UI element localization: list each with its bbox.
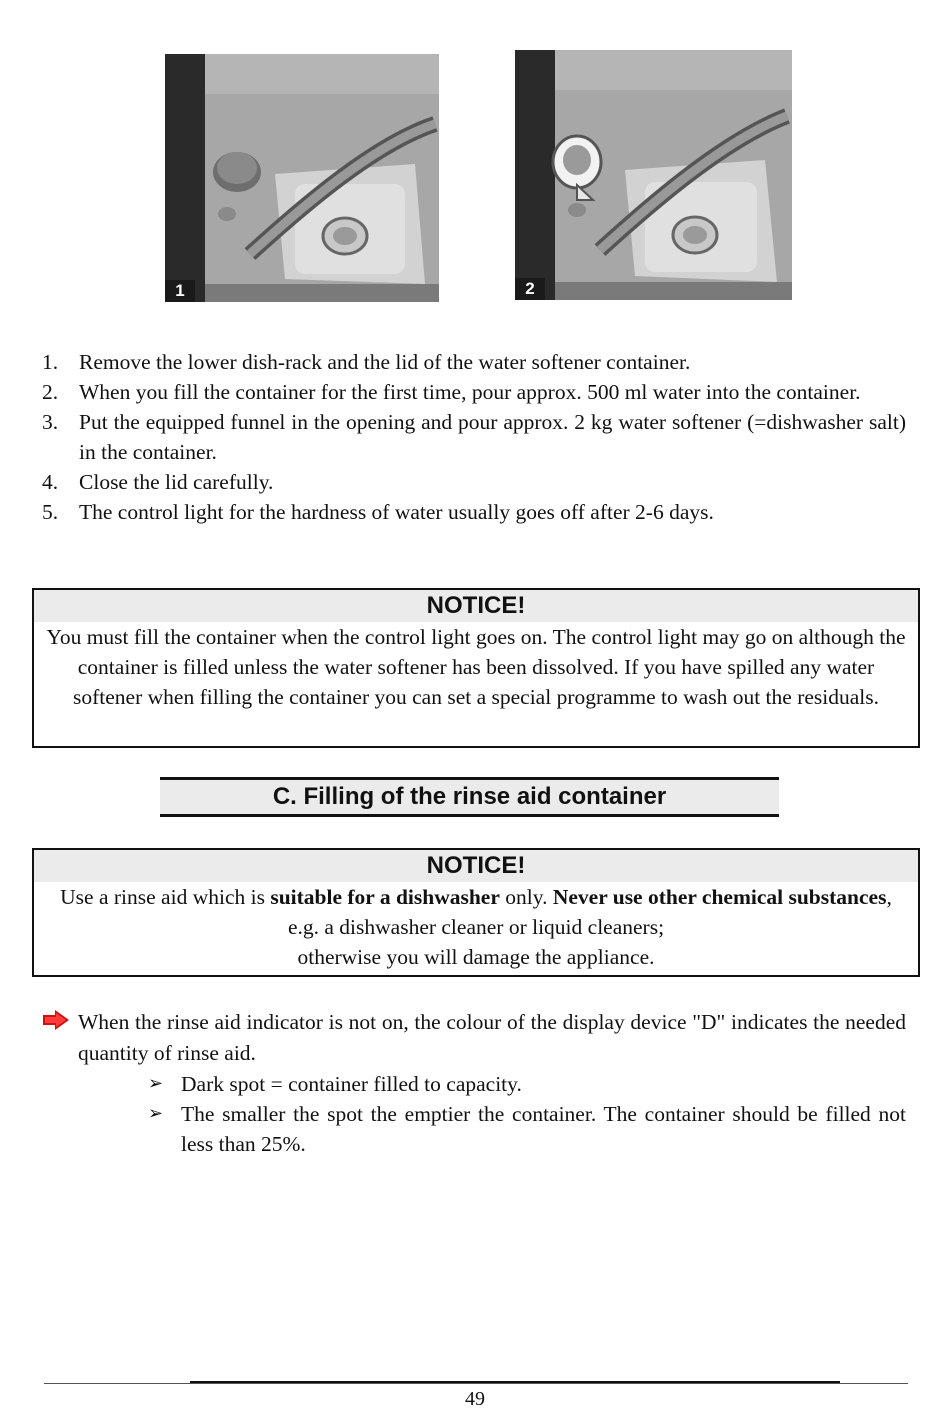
footer-divider bbox=[44, 1383, 908, 1384]
notice-title: NOTICE! bbox=[34, 850, 918, 882]
notice-box-rinse-aid bbox=[32, 848, 920, 977]
step-item: 4. Close the lid carefully. bbox=[42, 470, 274, 494]
arrow-right-icon bbox=[43, 1010, 69, 1030]
section-title: C. Filling of the rinse aid container bbox=[160, 777, 779, 817]
emphasis-suitable: suitable for a dishwasher bbox=[270, 885, 500, 909]
dishwasher-funnel-illustration bbox=[515, 50, 792, 300]
notice-text: You must fill the container when the control light goes on. The control light may go on although the container is filled unless the water softener has been dissolved. If you have spilled any water softener when filling the container you can set a special programme to wash out the residuals. bbox=[46, 625, 906, 709]
step-item: 3. Put the equipped funnel in the opening and pour approx. 2 kg water softener (=dishwasher salt) in the container. bbox=[42, 410, 906, 464]
bullet-arrow-icon: ➢ bbox=[148, 1103, 164, 1124]
page-number: 49 bbox=[465, 1388, 485, 1410]
figure-2 bbox=[515, 50, 792, 300]
emphasis-never-use: Never use other chemical substances bbox=[552, 885, 887, 909]
rinse-aid-paragraph: When the rinse aid indicator is not on, the colour of the display device "D" indicates the needed quantity of rinse aid. bbox=[78, 1010, 906, 1065]
step-item: 2. When you fill the container for the first time, pour approx. 500 ml water into the container. bbox=[42, 380, 861, 404]
footer-divider-accent bbox=[190, 1381, 840, 1383]
figure-label: 1 bbox=[165, 280, 195, 302]
list-item: ➢ Dark spot = container filled to capacity. bbox=[148, 1069, 906, 1099]
step-item: 1. Remove the lower dish-rack and the lid of the water softener container. bbox=[42, 350, 691, 374]
rinse-aid-bullets bbox=[148, 1069, 906, 1159]
figure-1 bbox=[165, 54, 439, 302]
bullet-arrow-icon: ➢ bbox=[148, 1073, 164, 1094]
notice-text: Use a rinse aid which is suitable for a dishwasher only. Never use other chemical substances, e.g. a dishwasher cleaner or liquid cleaners; otherwise you will damage the appliance. bbox=[60, 885, 892, 969]
list-item: ➢ The smaller the spot the emptier the container. The container should be filled not less than 25%. bbox=[148, 1099, 906, 1159]
instruction-steps bbox=[42, 347, 906, 527]
step-item: 5. The control light for the hardness of water usually goes off after 2-6 days. bbox=[42, 500, 714, 524]
dishwasher-water-softener-lid-illustration bbox=[165, 54, 439, 302]
notice-box-softener bbox=[32, 588, 920, 748]
figure-label: 2 bbox=[515, 278, 545, 300]
notice-title: NOTICE! bbox=[34, 590, 918, 622]
